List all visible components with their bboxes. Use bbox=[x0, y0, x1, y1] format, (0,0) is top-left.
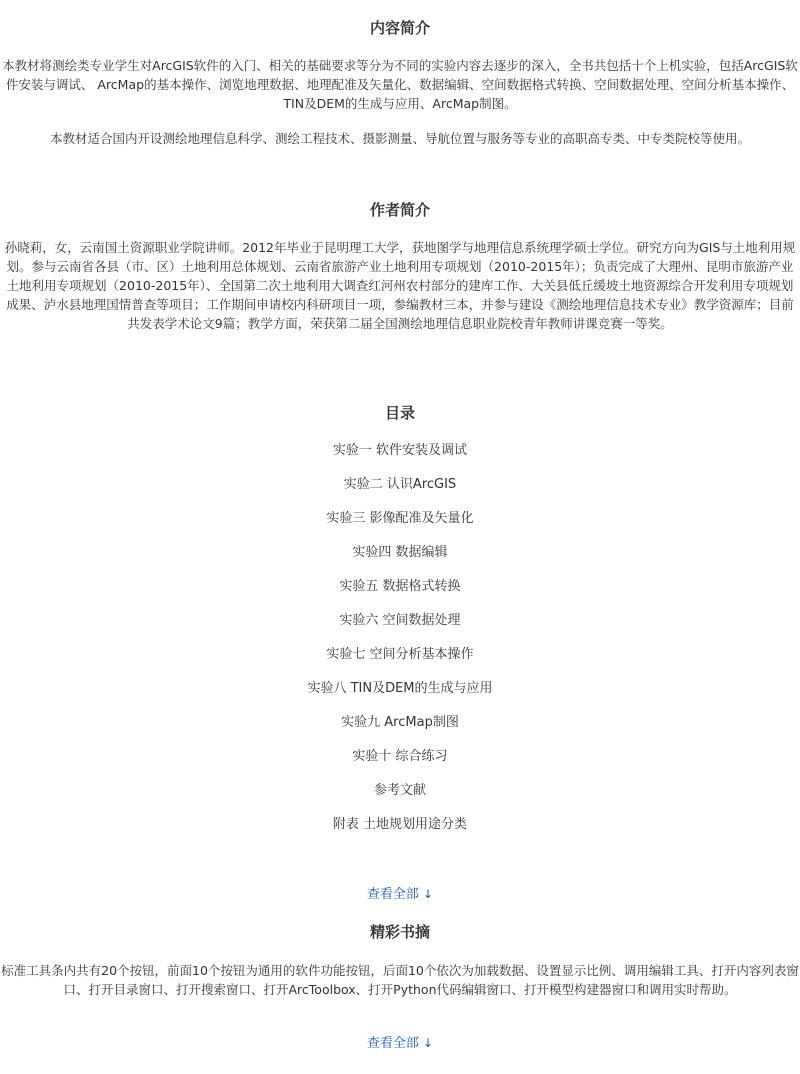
author-title: 作者简介 bbox=[369, 201, 430, 219]
toc-item[interactable]: 实验一 软件安装及调试 bbox=[332, 443, 468, 458]
author-bio: 孙晓莉，女，云南国土资源职业学院讲师。2012年毕业于昆明理工大学，获地图学与地理信息系统理学硕士学位。研究方向为GIS与土地利用规划。参与云南省各县（市、区）土地利用总体规划、云南省旅游产业土地利用专项规划（2010-2015年）；负责完成了大理州、昆明市旅游产业土地利用专项规划（2010-2015年）、全国第二次土地利用大调查红河州农村部分的建库工作、大关县低丘缓坡土地资源综合开发利用专项规划成果、泸水县地理国情普查等项目；工作期间申请校内科研项目一项，参编教材三本，并参与建设《测绘地理信息技术专业》教学资源库；目前共发表学术论文9篇；教学方面，荣获第二届全国测绘地理信息职业院校青年教师讲课竞赛一等奖。 bbox=[4, 240, 796, 331]
toc-item[interactable]: 实验二 认识ArcGIS bbox=[343, 477, 457, 492]
intro-paragraph-1: 本教材将测绘类专业学生对ArcGIS软件的入门、相关的基础要求等分为不同的实验内容去逐步的深入，全书共包括十个上机实验，包括ArcGIS软件安装与调试、 ArcMap的基本操作、浏览地理数据、地理配准及矢量化、数据编辑、空间数据格式转换、空间数据处理、空间分析基本操作、TIN及DEM的生成与应用、ArcMap制图。 bbox=[2, 58, 798, 111]
toc-item[interactable]: 参考文献 bbox=[373, 783, 426, 798]
toc-item[interactable]: 附表 土地规划用途分类 bbox=[332, 817, 468, 832]
view-all-label: 查看全部 bbox=[366, 887, 419, 902]
toc-title: 目录 bbox=[384, 404, 415, 422]
toc-item[interactable]: 实验八 TIN及DEM的生成与应用 bbox=[307, 681, 493, 696]
toc-view-all-link[interactable] bbox=[0, 885, 800, 904]
toc-item[interactable]: 实验六 空间数据处理 bbox=[339, 613, 461, 628]
view-all-label: 查看全部 bbox=[366, 1036, 419, 1051]
toc-item[interactable]: 实验九 ArcMap制图 bbox=[341, 715, 459, 730]
excerpt-title: 精彩书摘 bbox=[369, 923, 430, 941]
intro-paragraph-2: 本教材适合国内开设测绘地理信息科学、测绘工程技术、摄影测量、导航位置与服务等专业的高职高专类、中专类院校等使用。 bbox=[49, 131, 750, 146]
toc-item[interactable]: 实验七 空间分析基本操作 bbox=[326, 647, 474, 662]
excerpt-text: 标准工具条内共有20个按钮，前面10个按钮为通用的软件功能按钮，后面10个依次为加载数据、设置显示比例、调用编辑工具、打开内容列表窗口、打开目录窗口、打开搜索窗口、打开ArcToolbox、打开Python代码编辑窗口、打开模型构建器窗口和调用实时帮助。 bbox=[1, 963, 799, 997]
excerpt-view-all-link[interactable] bbox=[0, 1034, 800, 1053]
arrow-down-icon: ↓ bbox=[423, 887, 434, 901]
toc-item[interactable]: 实验三 影像配准及矢量化 bbox=[326, 511, 474, 526]
toc-item[interactable]: 实验四 数据编辑 bbox=[352, 545, 448, 560]
toc-item[interactable]: 实验五 数据格式转换 bbox=[339, 579, 461, 594]
intro-title: 内容简介 bbox=[369, 19, 430, 37]
arrow-down-icon: ↓ bbox=[423, 1036, 434, 1050]
toc-item[interactable]: 实验十 综合练习 bbox=[352, 749, 448, 764]
